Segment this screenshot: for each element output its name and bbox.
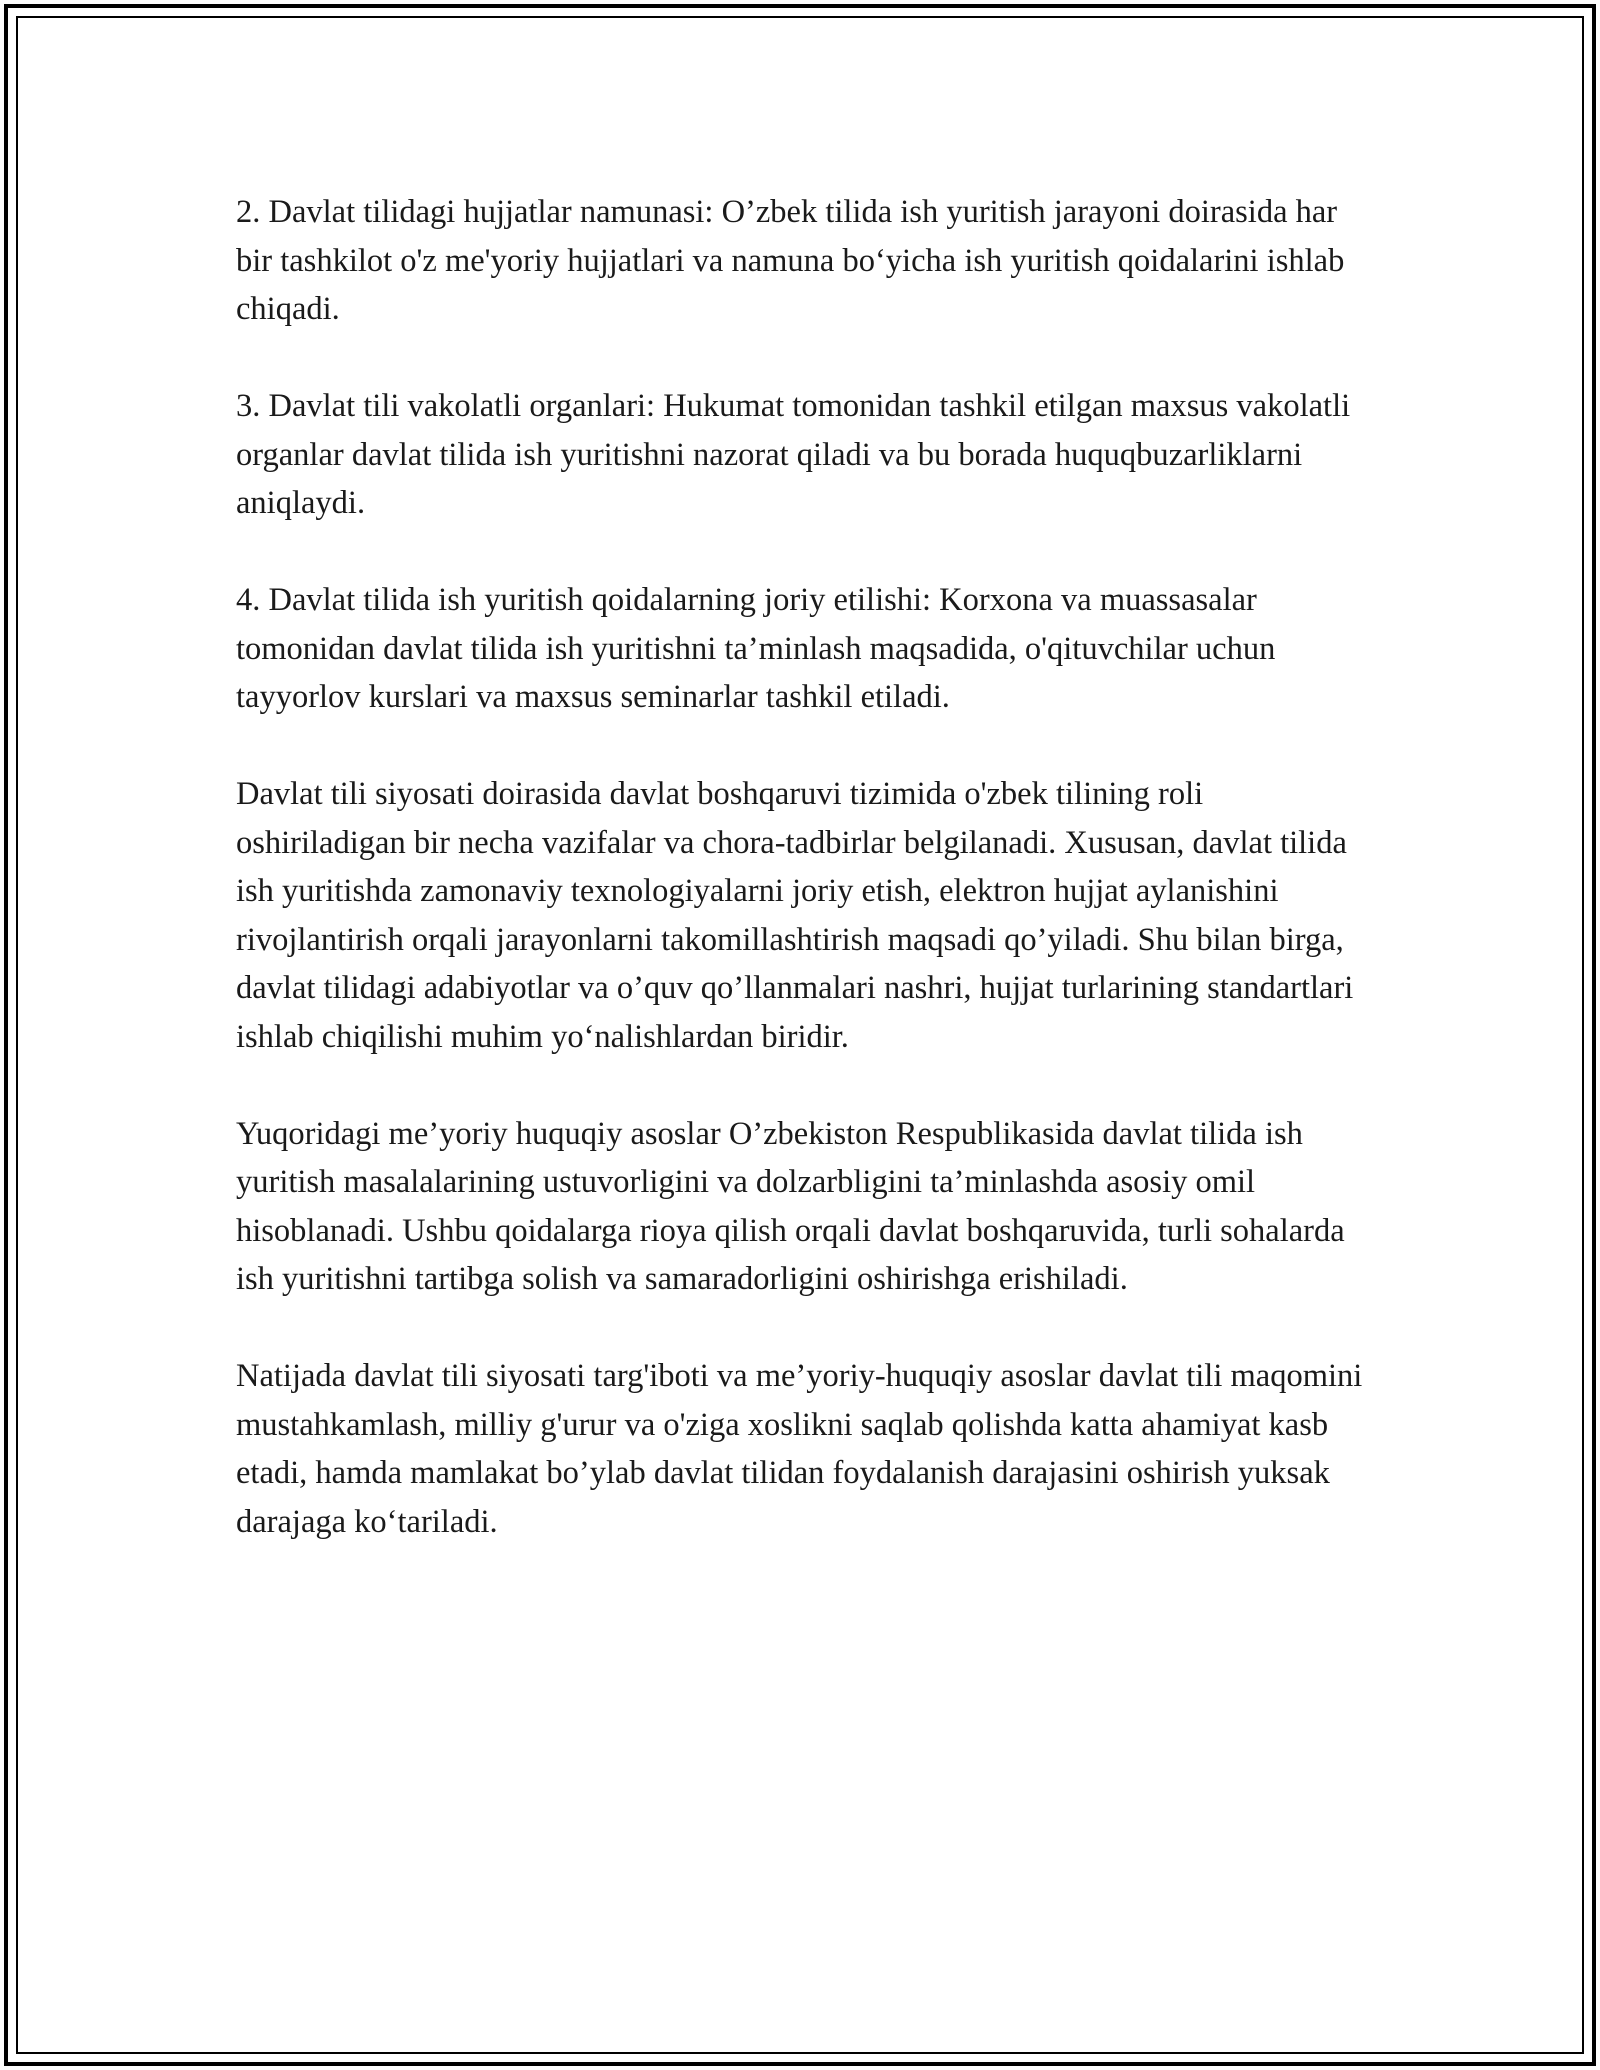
paragraph-authorized-bodies: 3. Davlat tili vakolatli organlari: Hukumat tomonidan tashkil etilgan maxsus vakolatli organlar davlat tilida ish yuritishni nazorat qiladi va bu borada huquqbuzarliklarni aniqlaydi. <box>236 388 1351 521</box>
paragraph-rules-implementation: 4. Davlat tilida ish yuritish qoidalarning joriy etilishi: Korxona va muassasalar tomonidan davlat tilida ish yuritishni ta’minlash maqsadida, o'qituvchilar uchun tayyorlov kurslari va maxsus seminarlar tashkil etiladi. <box>236 582 1276 715</box>
paragraph-conclusion: Natijada davlat tili siyosati targ'iboti va me’yoriy-huquqiy asoslar davlat tili maqomini mustahkamlash, milliy g'urur va o'ziga xoslikni saqlab qolishda katta ahamiyat kasb etadi, hamda mamlakat bo’ylab davlat tilidan foydalanish darajasini oshirish yuksak darajaga ko‘tariladi. <box>236 1358 1363 1540</box>
paragraph-documents-sample: 2. Davlat tilidagi hujjatlar namunasi: O’zbek tilida ish yuritish jarayoni doirasida har bir tashkilot o'z me'yoriy hujjatlari va namuna bo‘yicha ish yuritish qoidalarini ishlab chiqadi. <box>236 194 1345 327</box>
paragraph-legal-foundations: Yuqoridagi me’yoriy huquqiy asoslar O’zbekiston Respublikasida davlat tilida ish yuritish masalalarining ustuvorligini va dolzarbligini ta’minlashda asosiy omil hisoblanadi. Ushbu qoidalarga rioya qilish orqali davlat boshqaruvida, turli sohalarda ish yuritishni tartibga solish va samaradorligini oshirishga erishiladi. <box>236 1115 1345 1297</box>
paragraph-language-policy: Davlat tili siyosati doirasida davlat boshqaruvi tizimida o'zbek tilining roli oshiriladigan bir necha vazifalar va chora-tadbirlar belgilanadi. Xususan, davlat tilida ish yuritishda zamonaviy texnologiyalarni joriy etish, elektron hujjat aylanishini rivojlantirish orqali jarayonlarni takomillashtirish maqsadi qo’yiladi. Shu bilan birga, davlat tilidagi adabiyotlar va o’quv qo’llanmalari nashri, hujjat turlarining standartlari ishlab chiqilishi muhim yo‘nalishlardan biridir. <box>236 776 1354 1055</box>
document-body <box>236 188 1376 1595</box>
